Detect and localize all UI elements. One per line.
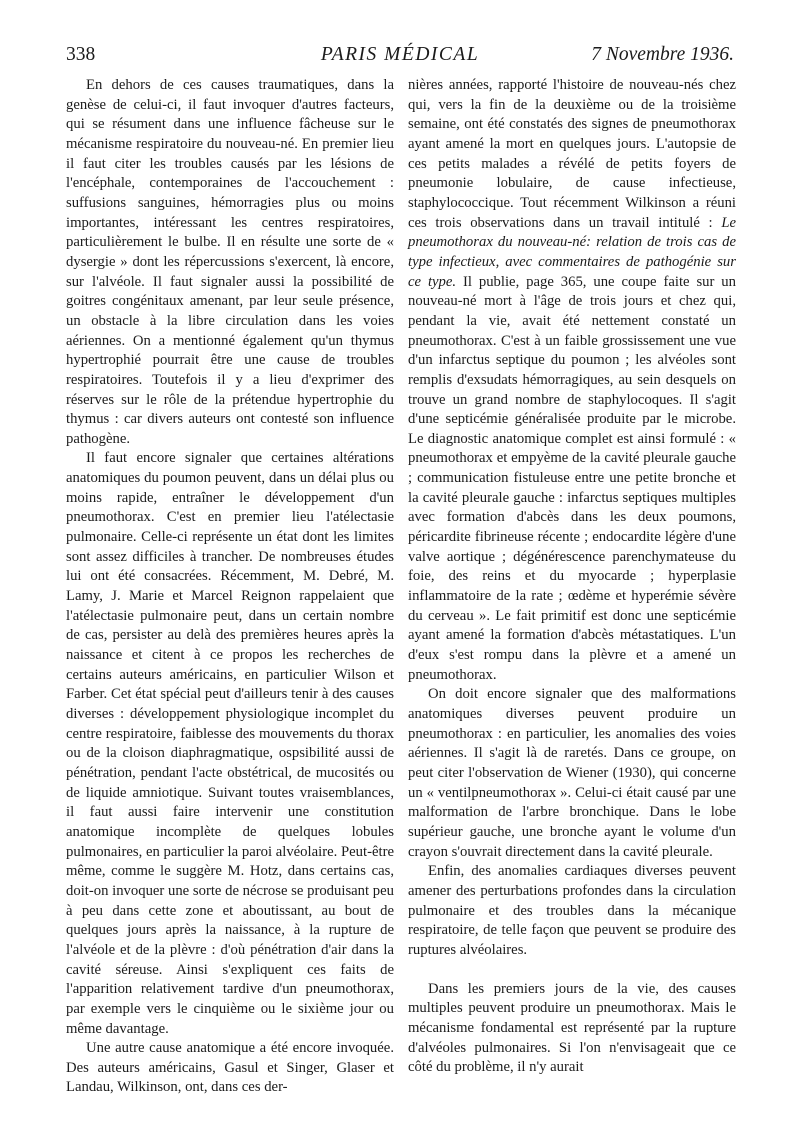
paragraph: En dehors de ces causes traumatiques, dans la genèse de celui-ci, il faut invoquer d'autres facteurs, qui se résument dans une influence fâcheuse sur le mécanisme respiratoire du nouveau-né. En premier lieu il faut citer les troubles causés par les lésions de l'encéphale, contemporaines de l'accouchement : suffusions sanguines, hémorragies plus ou moins importantes, intéressant les centres respiratoires, particulièrement le bulbe. Il en résulte une sorte de « dysergie » dont les répercussions s'exercent, là encore, sur l'alvéole. Il faut signaler aussi la possibilité de goitres congénitaux amenant, par leur seule présence, un obstacle à la libre circulation dans les voies aériennes. On a mentionné également qu'un thymus hypertrophié pourrait être une cause de troubles respiratoires. Toutefois il y a lieu d'exprimer des réserves sur le rôle de la prétendue hypertrophie du thymus : car divers auteurs ont contesté son influence pathogène. <box>66 77 394 447</box>
paragraph <box>408 76 736 685</box>
paragraph: Une autre cause anatomique a été encore invoquée. Des auteurs américains, Gasul et Singer, Glaser et Landau, Wilkinson, ont, dans ces der- <box>66 1040 394 1096</box>
journal-title: PARIS MÉDICAL <box>320 44 480 65</box>
page-number: 338 <box>66 44 96 65</box>
cited-work-title: Le pneumothorax du nouveau-né: relation de trois cas de type infectieux, avec commentaires de pathogénie sur ce type. <box>408 214 737 290</box>
paragraph-text: nières années, rapporté l'histoire de nouveau-nés chez qui, vers la fin de la deuxième ou de la troisième semaine, ont été constatés des signes de pneumothorax ayant amené la mort en quelques jours. L'autopsie de ces petits malades a révélé de petits foyers de pneumonie lobulaire, de cause infectieuse, staphylococcique. Tout récemment Wilkinson a réuni ces trois observations dans un travail intitulé : <box>408 77 736 231</box>
right-column <box>408 76 736 1078</box>
paragraph-text: Il publie, page 365, une coupe faite sur un nouveau-né mort à l'âge de trois jours et chez qui, pendant la vie, avait été nettement constaté un pneumothorax. C'est à un faible grossissement une vue d'un infarctus septique du poumon ; les alvéoles sont remplis d'exsudats hémorragiques, au sein desquels on trouve un grand nombre de staphylocoques. Il s'agit d'une septicémie généralisée produite par le microbe. Le diagnostic anatomique complet est ainsi formulé : « pneumothorax et empyème de la cavité pleurale gauche ; communication fistuleuse entre une petite bronche et la cavité pleurale gauche : infarctus septiques multiples avec formation d'abcès dans les deux poumons, péricardite fibrineuse récente ; endocardite légère d'une valve aortique ; dégénérescence parenchymateuse du foie, des reins et du myocarde ; hyperplasie inflammatoire de la rate ; œdème et hyperémie sévère du cerveau ». Le fait primitif est donc une septicémie ayant amené la formation d'abcès métastatiques. L'un d'eux s'est rompu dans la plèvre et a amené un pneumothorax. <box>408 273 736 683</box>
running-header <box>66 44 734 74</box>
paragraph: Dans les premiers jours de la vie, des causes multiples peuvent produire un pneumothorax. Mais le mécanisme fondamental est représenté par la rupture d'alvéoles pulmonaires. Si l'on n'envisageait que ce côté du problème, il n'y aurait <box>408 980 736 1076</box>
paragraph: Il faut encore signaler que certaines altérations anatomiques du poumon peuvent, dans un délai plus ou moins rapide, entraîner le développement d'un pneumothorax. C'est en premier lieu l'atélectasie pulmonaire. Celle-ci représente un état dont les limites sont assez difficiles à trancher. De nombreuses études lui ont été consacrées. Récemment, M. Debré, M. Lamy, J. Marie et Marcel Reignon rappelaient que l'atélectasie pulmonaire peut, dans un certain nombre de cas, persister au delà des premières heures après la naissance et citent à ce propos les recherches de certains auteurs américains, en particulier Wilson et Farber. Cet état spécial peut d'ailleurs tenir à des causes diverses : développement physiologique incomplet du centre respiratoire, faiblesse des mouvements du thorax ou de la cloison diaphragmatique, ospsibilité aussi de pénétration, pendant l'acte obstétrical, de mucosités ou de liquide amniotique. Suivant toutes vraisemblances, il faut aussi faire intervenir une constitution anatomique incomplète de quelques lobules pulmonaires, en particulier la paroi alvéolaire. Peut-être même, comme le suggère M. Hotz, dans certains cas, doit-on invoquer une sorte de nécrose se produisant peu à peu dans cette zone et aboutissant, au bout de quelques jours après la naissance, à la rupture de l'alvéole et de la plèvre : d'où pénétration d'air dans la cavité séreuse. Ainsi s'expliquent ces faits de l'apparition relativement tardive d'un pneumothorax, par exemple vers le cinquième ou le sixième jour ou même davantage. <box>66 450 394 1037</box>
paragraph: On doit encore signaler que des malformations anatomiques diverses peuvent produire un pneumothorax : en particulier, les anomalies des voies aériennes. Il s'agit là de raretés. Dans ce groupe, on peut citer l'observation de Wiener (1930), qui concerne un « ventilpneumothorax ». Celui-ci était causé par une malformation de l'arbre bronchique. Dans le lobe supérieur gauche, une bronche ayant le volume d'un crayon s'ouvrait directement dans la cavité pleurale. <box>408 686 736 860</box>
paragraph: Enfin, des anomalies cardiaques diverses peuvent amener des perturbations profondes dans la circulation pulmonaire et des troubles dans la mécanique respiratoire, de telle façon que peuvent se produire des ruptures alvéolaires. <box>408 863 736 958</box>
issue-date: 7 Novembre 1936. <box>591 44 734 65</box>
left-column <box>66 76 394 1098</box>
